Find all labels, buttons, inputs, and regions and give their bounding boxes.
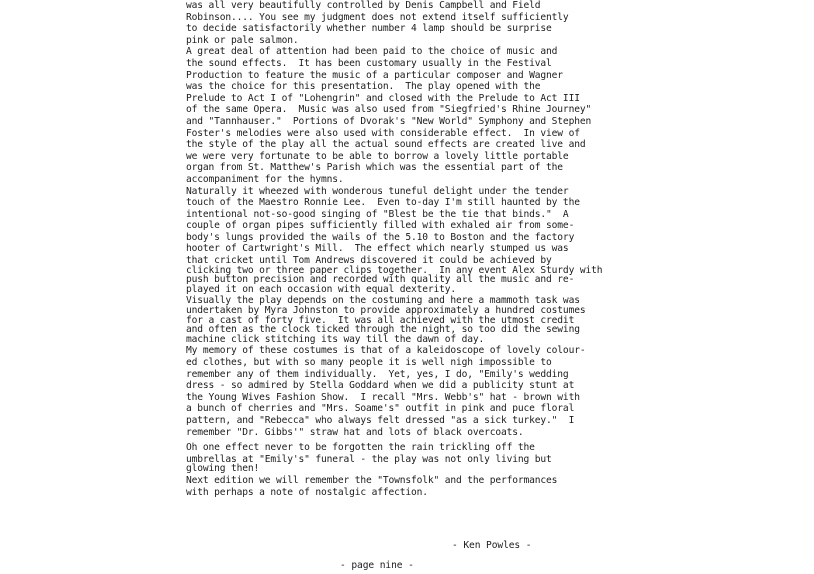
body-line: that cricket until Tom Andrews discovered it could be achieved by (186, 255, 552, 267)
body-line: to decide satisfactorily whether number 4 lamp should be surprise (186, 23, 552, 35)
body-line: we were very fortunate to be able to borrow a lovely little portable (186, 150, 569, 162)
body-line: intentional not-so-good singing of "Blest be the tie that binds." A (186, 208, 569, 220)
typewritten-body (186, 0, 626, 498)
body-line: push button precision and recorded with quality all the music and re- (186, 274, 575, 286)
body-line: dress - so admired by Stella Goddard when we did a publicity stunt at (186, 380, 575, 392)
body-line: remember any of them individually. Yet, yes, I do, "Emily's wedding (186, 368, 569, 380)
body-line: machine click stitching its way till the dawn of day. (186, 333, 485, 345)
body-line: was the choice for this presentation. The play opened with the (186, 81, 541, 93)
body-line: Production to feature the music of a particular composer and Wagner (186, 69, 563, 81)
body-line: for a cast of forty five. It was all achieved with the utmost credit (186, 314, 575, 326)
body-line: of the same Opera. Music was also used from "Siegfried's Rhine Journey" (186, 104, 592, 116)
body-line: undertaken by Myra Johnston to provide approximately a hundred costumes (186, 305, 586, 317)
body-line: touch of the Maestro Ronnie Lee. Even to-day I'm still haunted by the (186, 197, 580, 209)
body-line: and "Tannhauser." Portions of Dvorak's "New World" Symphony and Stephen (186, 115, 592, 127)
body-line: Visually the play depends on the costuming and here a mammoth task was (186, 295, 580, 307)
body-line: with perhaps a note of nostalgic affection. (186, 486, 428, 498)
body-line: ed clothes, but with so many people it is well nigh impossible to (186, 357, 552, 368)
body-line: A great deal of attention had been paid to the choice of music and (186, 46, 558, 58)
body-line: couple of organ pipes sufficiently filled with exhaled air from some- (186, 220, 575, 232)
body-line: umbrellas at "Emily's" funeral - the play was not only living but (186, 453, 552, 465)
body-line: a bunch of cherries and "Mrs. Soame's" outfit in pink and puce floral (186, 403, 575, 415)
body-line: Robinson.... You see my judgment does not extend itself sufficiently (186, 11, 569, 23)
body-line: Next edition we will remember the "Townsfolk" and the performances (186, 474, 558, 486)
body-line: the sound effects. It has been customary usually in the Festival (186, 57, 552, 69)
body-line: glowing then! (186, 463, 260, 475)
page-number: - page nine - (340, 560, 414, 571)
body-line: remember "Dr. Gibbs'" straw hat and lots of black overcoats. (186, 426, 524, 438)
body-line: was all very beautifully controlled by Denis Campbell and Field (186, 0, 541, 11)
body-line: organ from St. Matthew's Parish which was the essential part of the (186, 162, 563, 174)
body-line: and often as the clock ticked through the night, so too did the sewing (186, 324, 580, 336)
body-line: clicking two or three paper clips together. In any event Alex Sturdy with (186, 264, 603, 276)
body-line: the style of the play all the actual sound effects are created live and (186, 139, 586, 151)
body-line: hooter of Cartwright's Mill. The effect which nearly stumped us was (186, 243, 569, 255)
body-line: accompaniment for the hymns. (186, 173, 344, 185)
body-line: the Young Wives Fashion Show. I recall "Mrs. Webb's" hat - brown with (186, 391, 580, 403)
body-line: pink or pale salmon. (186, 34, 299, 46)
body-line: My memory of these costumes is that of a kaleidoscope of lovely colour- (186, 345, 586, 357)
body-line: Foster's melodies were also used with considerable effect. In view of (186, 127, 580, 139)
author-signature: - Ken Powles - (452, 540, 532, 551)
body-line: Prelude to Act I of "Lohengrin" and closed with the Prelude to Act III (186, 92, 580, 104)
body-line: body's lungs provided the wails of the 5.10 to Boston and the factory (186, 231, 575, 243)
body-line: Naturally it wheezed with wonderous tuneful delight under the tender (186, 185, 569, 197)
body-line: played it on each occasion with equal dexterity. (186, 283, 457, 295)
body-line: pattern, and "Rebecca" who always felt dressed "as a sick turkey." I (186, 414, 575, 426)
body-line: Oh one effect never to be forgotten the rain trickling off the (186, 442, 535, 454)
